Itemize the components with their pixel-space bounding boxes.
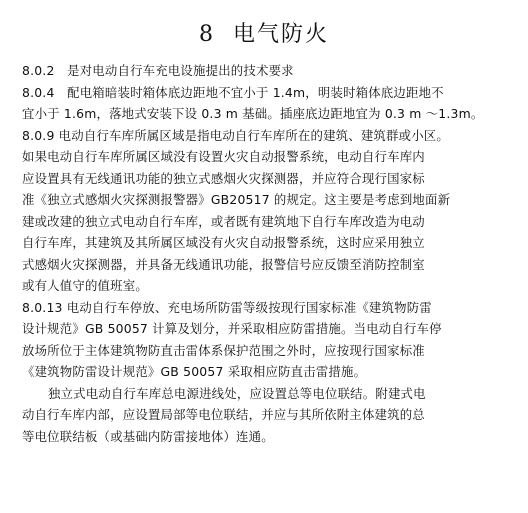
clause-8-0-13-line-2: 设计规范》GB 50057 计算及划分，并采取相应防雷措施。当电动自行车停 — [22, 321, 442, 336]
section-heading: 电气防火 — [232, 22, 329, 47]
paragraph-equipotential-line-3: 等电位联结板（或基础内防雷接地体）连通。 — [22, 428, 274, 444]
section-body — [22, 60, 520, 447]
clause-8-0-4-line-1: 8.0.4 配电箱暗装时箱体底边距地不宜小于 1.4m，明装时箱体底边距地不 — [22, 84, 444, 100]
clause-8-0-9-line-6: 自行车库，其建筑及其所属区域没有火灾自动报警系统，这时应采用独立 — [22, 235, 425, 250]
section-number: 8 — [198, 22, 215, 47]
section-title — [0, 20, 528, 50]
clause-8-0-9-line-4: 准《独立式感烟火灾探测报警器》GB20517 的规定。这主要是考虑到地面新 — [22, 192, 451, 207]
clause-8-0-9-line-8: 或有人值守的值班室。 — [22, 278, 148, 293]
clause-8-0-2: 8.0.2 是对电动自行车充电设施提出的技术要求 — [22, 63, 294, 78]
clause-8-0-13-line-1: 8.0.13 电动自行车停放、充电场所防雷等级按现行国家标准《建筑物防雷 — [22, 299, 432, 315]
clause-8-0-4-line-2: 宜小于 1.6m，落地式安装下设 0.3 m 基础。插座底边距地宜为 0.3 m ～1.3m。 — [22, 106, 484, 121]
clause-8-0-13-line-3: 放场所位于主体建筑物防直击雷体系保护范围之外时，应按现行国家标准 — [22, 342, 425, 358]
clause-8-0-9-line-5: 建或改建的独立式电动自行车库，或者既有建筑地下自行车库改造为电动 — [22, 213, 425, 229]
clause-8-0-9-line-3: 应设置具有无线通讯功能的独立式感烟火灾探测器，并应符合现行国家标 — [22, 170, 425, 186]
clause-8-0-9-line-7: 式感烟火灾探测器，并具备无线通讯功能，报警信号应反馈至消防控制室 — [22, 256, 425, 272]
paragraph-equipotential-line-1: 独立式电动自行车库总电源进线处，应设置总等电位联结。附建式电 — [48, 385, 426, 401]
clause-8-0-13-line-4: 《建筑物防雷设计规范》GB 50057 采取相应防直击雷措施。 — [22, 364, 367, 379]
paragraph-equipotential-line-2: 动自行车库内部，应设置局部等电位联结，并应与其所依附主体建筑的总 — [22, 407, 425, 422]
clause-8-0-9-line-1: 8.0.9 电动自行车库所属区域是指电动自行车库所在的建筑、建筑群或小区。 — [22, 127, 449, 143]
clause-8-0-9-line-2: 如果电动自行车库所属区域没有设置火灾自动报警系统，电动自行车库内 — [22, 149, 425, 164]
